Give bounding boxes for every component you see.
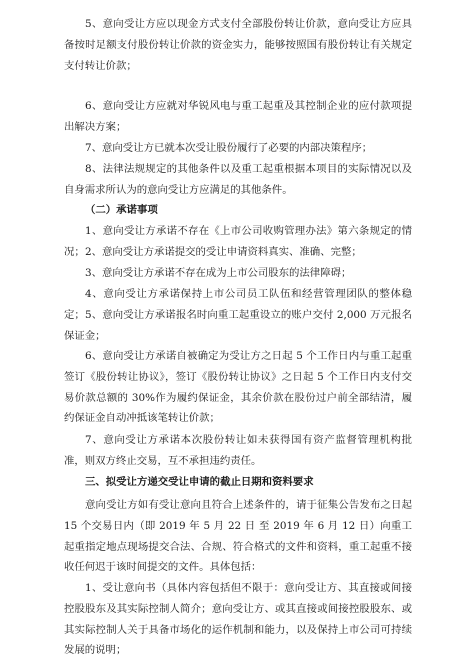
commitment-1: 1、意向受让方承诺不存在《上市公司收购管理办法》第六条规定的情况；: [64, 225, 412, 258]
section-heading-deadline: 三、拟受让方递交受让申请的截止日期和资料要求: [85, 476, 314, 488]
commitment-7: 7、意向受让方承诺本次股份转让如未获得国有资产监督管理机构批准，则双方终止交易，互不承担违约责任。: [64, 434, 412, 467]
requirement-1: 1、受让意向书（具体内容包括但不限于：意向受让方、其直接或间接控股股东及其实际控制人简介；意向受让方、或其直接或间接控股股东、或其实际控制人关于具备市场化的运作机制和能力，以及保持上市公司可持续发展的说明；: [64, 582, 412, 657]
condition-7: 7、意向受让方已就本次受让股份履行了必要的内部决策程序；: [85, 142, 373, 154]
commitment-6: 6、意向受让方承诺自被确定为受让方之日起 5 个工作日内与重工起重签订《股份转让协议》，签订《股份转让协议》之日起 5 个工作日内支付交易价款总额的 30%作为履约保证金，其余价款在股份过户前全部结清，履约保证金自动冲抵该笔转让价款；: [64, 350, 412, 425]
commitment-2: 2、意向受让方承诺提交的受让申请资料真实、准确、完整；: [85, 246, 362, 258]
section-heading-commitments: （二）承诺事项: [85, 204, 158, 216]
commitment-4: 4、意向受让方承诺保持上市公司员工队伍和经营管理团队的整体稳定；: [64, 288, 412, 321]
commitment-3: 3、意向受让方承诺不存在成为上市公司股东的法律障碍；: [85, 267, 352, 279]
condition-8: 8、法律法规规定的其他条件以及重工起重根据本项目的实际情况以及自身需求所认为的意向受让方应满足的其他条件。: [64, 163, 412, 196]
commitment-5: 5、意向受让方承诺报名时向重工起重设立的账户交付 2,000 万元报名保证金；: [64, 309, 412, 342]
condition-5: 5、意向受让方应以现金方式支付全部股份转让价款，意向受让方应具备按时足额支付股份转让价款的资金实力，能够按照国有股份转让有关规定支付转让价款；: [64, 18, 412, 72]
deadline-paragraph: 意向受让方如有受让意向且符合上述条件的，请于征集公告发布之日起 15 个交易日内（即 2019 年 5 月 22 日 至 2019 年 6 月 12 日）向重工起重指定地点现场提交合法、合规、符合格式的文件和资料，重工起重不接收任何迟于该时间提交的文件。具体包括：: [64, 499, 412, 574]
condition-6: 6、意向受让方应就对华锐风电与重工起重及其控制企业的应付款项提出解决方案；: [64, 100, 412, 133]
